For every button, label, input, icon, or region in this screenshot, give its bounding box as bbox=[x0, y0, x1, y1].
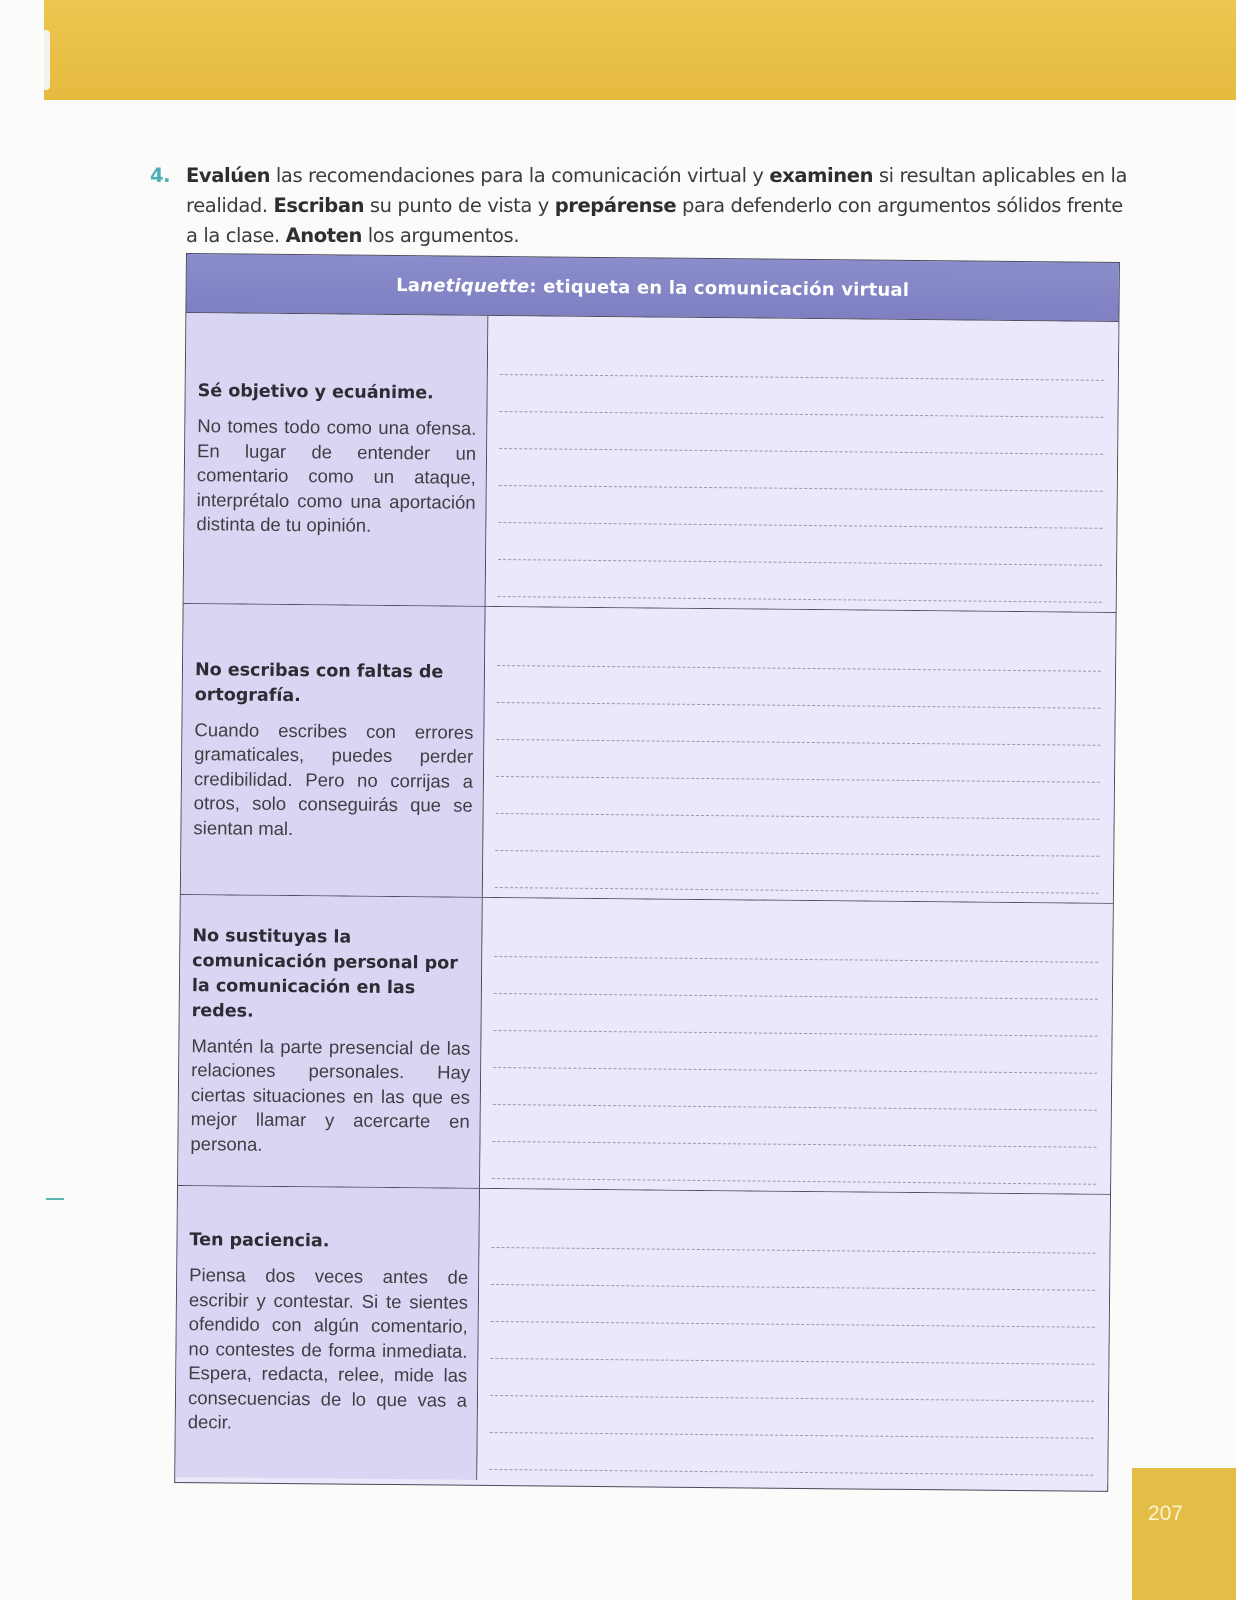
writing-line[interactable] bbox=[495, 814, 1099, 857]
writing-line[interactable] bbox=[490, 1322, 1094, 1365]
tip-title: No sustituyas la comunicación personal por la comunicación en las redes. bbox=[191, 925, 458, 1022]
page-number-box bbox=[1132, 1468, 1236, 1600]
table-header bbox=[186, 254, 1119, 322]
instruction-text-5: los argumentos. bbox=[361, 224, 520, 247]
tip-body: Cuando escribes con errores gramaticales, puedes perder credibilidad. Pero no corrijas a otros, solo conseguirás que se sientan mal. bbox=[193, 718, 474, 839]
answer-area[interactable] bbox=[486, 316, 1119, 612]
tip-cell bbox=[184, 313, 489, 606]
answer-area[interactable] bbox=[483, 607, 1116, 903]
writing-line[interactable] bbox=[490, 1359, 1094, 1402]
table-title-prefix: La bbox=[396, 274, 421, 296]
writing-line[interactable] bbox=[498, 523, 1102, 566]
writing-line[interactable] bbox=[490, 1396, 1094, 1439]
tip-cell bbox=[175, 1186, 480, 1480]
table-row bbox=[181, 604, 1116, 904]
tip-body: Piensa dos veces antes de escribir y contestar. Si te sientes ofendido con algún comentario, no contestes de forma inmediata. Espera, redacta, relee, mide las consecuencias de lo que vas a decir. bbox=[187, 1264, 469, 1433]
writing-line[interactable] bbox=[491, 1211, 1095, 1254]
writing-line[interactable] bbox=[499, 449, 1103, 492]
writing-line[interactable] bbox=[492, 1142, 1096, 1185]
writing-line[interactable] bbox=[495, 851, 1099, 894]
instruction-text-1: las recomendaciones para la comunicación virtual y bbox=[270, 164, 770, 187]
top-banner bbox=[44, 0, 1236, 100]
binding-tab bbox=[44, 30, 50, 90]
tip-body: Mantén la parte presencial de las relaciones personales. Hay ciertas situaciones en las que es mejor llamar y acercarte en persona. bbox=[190, 1034, 471, 1155]
writing-line[interactable] bbox=[489, 1433, 1093, 1476]
writing-line[interactable] bbox=[500, 338, 1104, 381]
table-row bbox=[175, 1186, 1110, 1486]
writing-line[interactable] bbox=[493, 1068, 1097, 1111]
tip-title: Sé objetivo y ecuánime. bbox=[197, 381, 434, 404]
writing-line[interactable] bbox=[499, 412, 1103, 455]
activity-instruction bbox=[150, 161, 1130, 251]
writing-line[interactable] bbox=[499, 375, 1103, 418]
writing-line[interactable] bbox=[491, 1248, 1095, 1291]
answer-area[interactable] bbox=[480, 898, 1113, 1194]
verb-3: Escriban bbox=[273, 194, 365, 217]
verb-5: Anoten bbox=[285, 224, 362, 247]
writing-line[interactable] bbox=[496, 703, 1100, 746]
instruction-text-3: su punto de vista y bbox=[364, 194, 555, 217]
margin-rule bbox=[46, 1198, 64, 1200]
verb-4: prepárense bbox=[554, 194, 677, 217]
verb-2: examinen bbox=[769, 164, 874, 187]
writing-line[interactable] bbox=[497, 629, 1101, 672]
answer-area[interactable] bbox=[477, 1189, 1110, 1486]
tip-title: No escribas con faltas de ortografía. bbox=[194, 659, 444, 706]
activity-number: 4. bbox=[150, 164, 171, 187]
instruction-text-2: si resultan aplicables en la realidad. bbox=[186, 164, 1128, 217]
writing-line[interactable] bbox=[496, 740, 1100, 783]
writing-line[interactable] bbox=[494, 920, 1098, 963]
writing-line[interactable] bbox=[491, 1285, 1095, 1328]
table-title-suffix: : etiqueta en la comunicación virtual bbox=[529, 275, 910, 301]
verb-1: Evalúen bbox=[186, 164, 271, 187]
writing-line[interactable] bbox=[498, 560, 1102, 603]
writing-line[interactable] bbox=[496, 777, 1100, 820]
writing-line[interactable] bbox=[492, 1105, 1096, 1148]
writing-line[interactable] bbox=[494, 957, 1098, 1000]
netiquette-table bbox=[174, 253, 1120, 1492]
tip-body: No tomes todo como una ofensa. En lugar de entender un comentario como un ataque, interprétalo como una aportación distinta de tu opinión. bbox=[196, 415, 477, 537]
tip-cell bbox=[181, 604, 486, 897]
instruction-text-4: para defenderlo con argumentos sólidos frente a la clase. bbox=[186, 194, 1123, 247]
tip-title: Ten paciencia. bbox=[189, 1230, 330, 1252]
table-row bbox=[184, 313, 1119, 613]
table-row bbox=[178, 895, 1113, 1195]
page-number: 207 bbox=[1148, 1502, 1184, 1525]
tip-cell bbox=[178, 895, 483, 1188]
writing-line[interactable] bbox=[498, 486, 1102, 529]
writing-line[interactable] bbox=[494, 994, 1098, 1037]
writing-line[interactable] bbox=[493, 1031, 1097, 1074]
table-title-emphasis: netiquette bbox=[420, 274, 530, 297]
writing-line[interactable] bbox=[497, 666, 1101, 709]
